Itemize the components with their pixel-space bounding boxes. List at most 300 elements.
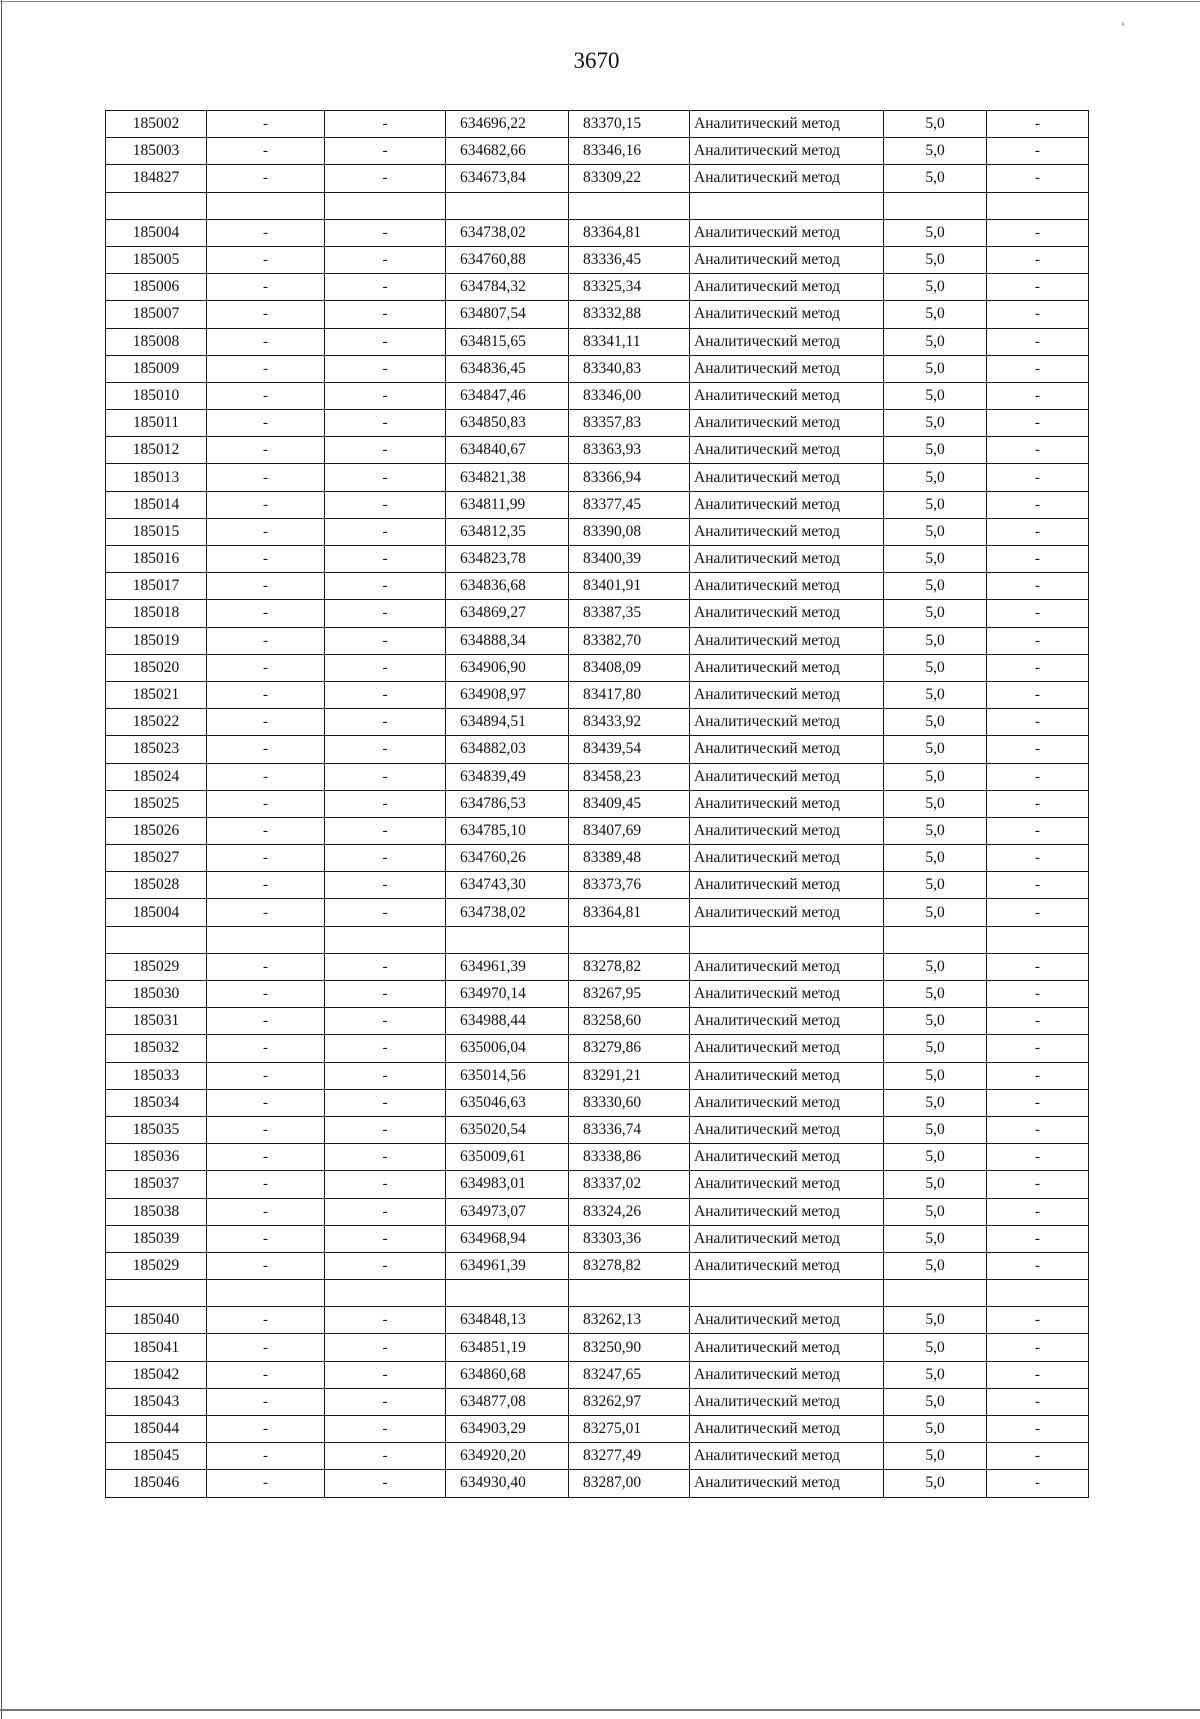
x-coordinate-cell: 634961,39	[446, 1252, 569, 1279]
point-number-cell: 185037	[106, 1171, 207, 1198]
empty-value-cell: -	[987, 736, 1089, 763]
blank-cell	[106, 192, 207, 219]
accuracy-cell: 5,0	[884, 219, 987, 246]
empty-value-cell: -	[207, 736, 325, 763]
x-coordinate-cell: 634821,38	[446, 464, 569, 491]
empty-value-cell: -	[325, 355, 446, 382]
table-row	[106, 709, 1089, 736]
blank-cell	[884, 926, 987, 953]
point-number-cell: 185026	[106, 817, 207, 844]
corner-mark: ᵏ	[1122, 20, 1125, 30]
empty-value-cell: -	[987, 518, 1089, 545]
empty-value-cell: -	[987, 1008, 1089, 1035]
blank-cell	[325, 926, 446, 953]
empty-value-cell: -	[325, 1388, 446, 1415]
point-number-cell: 185027	[106, 845, 207, 872]
accuracy-cell: 5,0	[884, 790, 987, 817]
accuracy-cell: 5,0	[884, 709, 987, 736]
y-coordinate-cell: 83366,94	[569, 464, 690, 491]
method-cell: Аналитический метод	[690, 1443, 884, 1470]
y-coordinate-cell: 83341,11	[569, 328, 690, 355]
blank-cell	[106, 926, 207, 953]
y-coordinate-cell: 83303,36	[569, 1225, 690, 1252]
empty-value-cell: -	[207, 1443, 325, 1470]
y-coordinate-cell: 83370,15	[569, 111, 690, 138]
empty-value-cell: -	[987, 1388, 1089, 1415]
blank-cell	[106, 1280, 207, 1307]
table-row	[106, 1334, 1089, 1361]
method-cell: Аналитический метод	[690, 1225, 884, 1252]
x-coordinate-cell: 634988,44	[446, 1008, 569, 1035]
empty-value-cell: -	[325, 1252, 446, 1279]
accuracy-cell: 5,0	[884, 899, 987, 926]
x-coordinate-cell: 634888,34	[446, 627, 569, 654]
y-coordinate-cell: 83408,09	[569, 654, 690, 681]
empty-value-cell: -	[325, 1443, 446, 1470]
x-coordinate-cell: 634811,99	[446, 491, 569, 518]
table-row	[106, 1443, 1089, 1470]
empty-value-cell: -	[987, 681, 1089, 708]
table-row	[106, 817, 1089, 844]
empty-value-cell: -	[207, 1361, 325, 1388]
empty-value-cell: -	[325, 518, 446, 545]
x-coordinate-cell: 634807,54	[446, 301, 569, 328]
empty-value-cell: -	[987, 872, 1089, 899]
empty-value-cell: -	[207, 246, 325, 273]
empty-value-cell: -	[325, 790, 446, 817]
x-coordinate-cell: 634970,14	[446, 981, 569, 1008]
empty-value-cell: -	[207, 138, 325, 165]
accuracy-cell: 5,0	[884, 328, 987, 355]
empty-value-cell: -	[207, 1252, 325, 1279]
point-number-cell: 185020	[106, 654, 207, 681]
empty-value-cell: -	[325, 763, 446, 790]
method-cell: Аналитический метод	[690, 981, 884, 1008]
y-coordinate-cell: 83458,23	[569, 763, 690, 790]
empty-value-cell: -	[207, 627, 325, 654]
blank-cell	[446, 192, 569, 219]
point-number-cell: 185004	[106, 219, 207, 246]
empty-value-cell: -	[987, 1470, 1089, 1497]
point-number-cell: 185033	[106, 1062, 207, 1089]
accuracy-cell: 5,0	[884, 627, 987, 654]
empty-value-cell: -	[207, 953, 325, 980]
empty-value-cell: -	[987, 1416, 1089, 1443]
method-cell: Аналитический метод	[690, 1470, 884, 1497]
table-row	[106, 1171, 1089, 1198]
empty-value-cell: -	[987, 573, 1089, 600]
x-coordinate-cell: 634877,08	[446, 1388, 569, 1415]
empty-value-cell: -	[987, 246, 1089, 273]
y-coordinate-cell: 83337,02	[569, 1171, 690, 1198]
x-coordinate-cell: 634920,20	[446, 1443, 569, 1470]
empty-value-cell: -	[207, 1225, 325, 1252]
y-coordinate-cell: 83275,01	[569, 1416, 690, 1443]
empty-value-cell: -	[207, 274, 325, 301]
table-row	[106, 681, 1089, 708]
empty-value-cell: -	[207, 790, 325, 817]
method-cell: Аналитический метод	[690, 845, 884, 872]
empty-value-cell: -	[207, 763, 325, 790]
empty-value-cell: -	[207, 845, 325, 872]
empty-value-cell: -	[987, 437, 1089, 464]
x-coordinate-cell: 634908,97	[446, 681, 569, 708]
empty-value-cell: -	[325, 1089, 446, 1116]
x-coordinate-cell: 634983,01	[446, 1171, 569, 1198]
empty-value-cell: -	[987, 382, 1089, 409]
point-number-cell: 185029	[106, 1252, 207, 1279]
page-number: 3670	[573, 48, 620, 73]
method-cell: Аналитический метод	[690, 681, 884, 708]
point-number-cell: 185042	[106, 1361, 207, 1388]
y-coordinate-cell: 83340,83	[569, 355, 690, 382]
method-cell: Аналитический метод	[690, 763, 884, 790]
point-number-cell: 185006	[106, 274, 207, 301]
empty-value-cell: -	[987, 1225, 1089, 1252]
empty-value-cell: -	[325, 627, 446, 654]
y-coordinate-cell: 83332,88	[569, 301, 690, 328]
y-coordinate-cell: 83338,86	[569, 1144, 690, 1171]
point-number-cell: 185025	[106, 790, 207, 817]
accuracy-cell: 5,0	[884, 382, 987, 409]
point-number-cell: 185009	[106, 355, 207, 382]
accuracy-cell: 5,0	[884, 1470, 987, 1497]
accuracy-cell: 5,0	[884, 1062, 987, 1089]
table-row	[106, 736, 1089, 763]
x-coordinate-cell: 634894,51	[446, 709, 569, 736]
method-cell: Аналитический метод	[690, 872, 884, 899]
empty-value-cell: -	[325, 1307, 446, 1334]
method-cell: Аналитический метод	[690, 301, 884, 328]
empty-value-cell: -	[207, 1416, 325, 1443]
table-row	[106, 165, 1089, 192]
table-row	[106, 355, 1089, 382]
table-row	[106, 1008, 1089, 1035]
method-cell: Аналитический метод	[690, 518, 884, 545]
accuracy-cell: 5,0	[884, 817, 987, 844]
point-number-cell: 185044	[106, 1416, 207, 1443]
method-cell: Аналитический метод	[690, 1307, 884, 1334]
empty-value-cell: -	[325, 654, 446, 681]
y-coordinate-cell: 83364,81	[569, 899, 690, 926]
empty-value-cell: -	[325, 274, 446, 301]
point-number-cell: 185034	[106, 1089, 207, 1116]
point-number-cell: 185022	[106, 709, 207, 736]
x-coordinate-cell: 634815,65	[446, 328, 569, 355]
y-coordinate-cell: 83400,39	[569, 546, 690, 573]
method-cell: Аналитический метод	[690, 899, 884, 926]
point-number-cell: 185005	[106, 246, 207, 273]
point-number-cell: 185012	[106, 437, 207, 464]
table-row	[106, 410, 1089, 437]
empty-value-cell: -	[207, 410, 325, 437]
empty-value-cell: -	[325, 437, 446, 464]
accuracy-cell: 5,0	[884, 1171, 987, 1198]
x-coordinate-cell: 634836,45	[446, 355, 569, 382]
empty-value-cell: -	[325, 709, 446, 736]
empty-value-cell: -	[325, 681, 446, 708]
empty-value-cell: -	[325, 899, 446, 926]
table-row	[106, 246, 1089, 273]
point-number-cell: 185015	[106, 518, 207, 545]
empty-value-cell: -	[987, 1035, 1089, 1062]
table-row	[106, 328, 1089, 355]
empty-value-cell: -	[325, 1035, 446, 1062]
x-coordinate-cell: 634812,35	[446, 518, 569, 545]
point-number-cell: 185004	[106, 899, 207, 926]
accuracy-cell: 5,0	[884, 1089, 987, 1116]
empty-value-cell: -	[207, 1008, 325, 1035]
empty-value-cell: -	[325, 1062, 446, 1089]
method-cell: Аналитический метод	[690, 1334, 884, 1361]
x-coordinate-cell: 634673,84	[446, 165, 569, 192]
x-coordinate-cell: 634760,26	[446, 845, 569, 872]
method-cell: Аналитический метод	[690, 246, 884, 273]
table-row	[106, 1035, 1089, 1062]
empty-value-cell: -	[987, 817, 1089, 844]
empty-value-cell: -	[207, 981, 325, 1008]
point-number-cell: 185028	[106, 872, 207, 899]
point-number-cell: 185030	[106, 981, 207, 1008]
x-coordinate-cell: 634848,13	[446, 1307, 569, 1334]
empty-value-cell: -	[207, 573, 325, 600]
empty-value-cell: -	[207, 1388, 325, 1415]
empty-value-cell: -	[207, 355, 325, 382]
y-coordinate-cell: 83267,95	[569, 981, 690, 1008]
empty-value-cell: -	[325, 953, 446, 980]
method-cell: Аналитический метод	[690, 627, 884, 654]
blank-cell	[987, 192, 1089, 219]
method-cell: Аналитический метод	[690, 1062, 884, 1089]
x-coordinate-cell: 635009,61	[446, 1144, 569, 1171]
table-row	[106, 1144, 1089, 1171]
y-coordinate-cell: 83336,74	[569, 1116, 690, 1143]
table-row	[106, 600, 1089, 627]
table-row	[106, 1062, 1089, 1089]
point-number-cell: 185002	[106, 111, 207, 138]
accuracy-cell: 5,0	[884, 1225, 987, 1252]
point-number-cell: 185003	[106, 138, 207, 165]
accuracy-cell: 5,0	[884, 464, 987, 491]
accuracy-cell: 5,0	[884, 736, 987, 763]
accuracy-cell: 5,0	[884, 654, 987, 681]
empty-value-cell: -	[207, 382, 325, 409]
x-coordinate-cell: 635014,56	[446, 1062, 569, 1089]
y-coordinate-cell: 83357,83	[569, 410, 690, 437]
accuracy-cell: 5,0	[884, 1144, 987, 1171]
empty-value-cell: -	[325, 1171, 446, 1198]
x-coordinate-cell: 634968,94	[446, 1225, 569, 1252]
empty-value-cell: -	[207, 518, 325, 545]
accuracy-cell: 5,0	[884, 491, 987, 518]
empty-value-cell: -	[207, 437, 325, 464]
point-number-cell: 185021	[106, 681, 207, 708]
x-coordinate-cell: 634882,03	[446, 736, 569, 763]
empty-value-cell: -	[207, 1116, 325, 1143]
coordinates-table	[105, 110, 1089, 1498]
empty-value-cell: -	[987, 546, 1089, 573]
blank-cell	[884, 192, 987, 219]
accuracy-cell: 5,0	[884, 138, 987, 165]
x-coordinate-cell: 634696,22	[446, 111, 569, 138]
blank-cell	[690, 192, 884, 219]
y-coordinate-cell: 83382,70	[569, 627, 690, 654]
method-cell: Аналитический метод	[690, 546, 884, 573]
table-row	[106, 1307, 1089, 1334]
empty-value-cell: -	[987, 1307, 1089, 1334]
blank-cell	[446, 1280, 569, 1307]
blank-cell	[884, 1280, 987, 1307]
point-number-cell: 185016	[106, 546, 207, 573]
accuracy-cell: 5,0	[884, 681, 987, 708]
y-coordinate-cell: 83324,26	[569, 1198, 690, 1225]
empty-value-cell: -	[987, 1198, 1089, 1225]
empty-value-cell: -	[325, 1008, 446, 1035]
empty-value-cell: -	[325, 111, 446, 138]
empty-value-cell: -	[325, 491, 446, 518]
point-number-cell: 185008	[106, 328, 207, 355]
empty-value-cell: -	[325, 1470, 446, 1497]
y-coordinate-cell: 83373,76	[569, 872, 690, 899]
method-cell: Аналитический метод	[690, 1252, 884, 1279]
empty-value-cell: -	[987, 763, 1089, 790]
point-number-cell: 185035	[106, 1116, 207, 1143]
method-cell: Аналитический метод	[690, 1089, 884, 1116]
x-coordinate-cell: 634973,07	[446, 1198, 569, 1225]
blank-cell	[207, 1280, 325, 1307]
y-coordinate-cell: 83364,81	[569, 219, 690, 246]
y-coordinate-cell: 83279,86	[569, 1035, 690, 1062]
empty-value-cell: -	[987, 491, 1089, 518]
empty-value-cell: -	[987, 165, 1089, 192]
x-coordinate-cell: 634906,90	[446, 654, 569, 681]
x-coordinate-cell: 635046,63	[446, 1089, 569, 1116]
method-cell: Аналитический метод	[690, 709, 884, 736]
y-coordinate-cell: 83291,21	[569, 1062, 690, 1089]
x-coordinate-cell: 634847,46	[446, 382, 569, 409]
x-coordinate-cell: 634860,68	[446, 1361, 569, 1388]
x-coordinate-cell: 634786,53	[446, 790, 569, 817]
empty-value-cell: -	[325, 1416, 446, 1443]
empty-value-cell: -	[987, 981, 1089, 1008]
accuracy-cell: 5,0	[884, 437, 987, 464]
accuracy-cell: 5,0	[884, 1361, 987, 1388]
empty-value-cell: -	[207, 1035, 325, 1062]
point-number-cell: 185024	[106, 763, 207, 790]
y-coordinate-cell: 83258,60	[569, 1008, 690, 1035]
table-row	[106, 627, 1089, 654]
x-coordinate-cell: 634738,02	[446, 219, 569, 246]
method-cell: Аналитический метод	[690, 1361, 884, 1388]
table-separator-row	[106, 926, 1089, 953]
point-number-cell: 185007	[106, 301, 207, 328]
empty-value-cell: -	[987, 464, 1089, 491]
table-row	[106, 1388, 1089, 1415]
point-number-cell: 185038	[106, 1198, 207, 1225]
method-cell: Аналитический метод	[690, 165, 884, 192]
empty-value-cell: -	[987, 274, 1089, 301]
empty-value-cell: -	[207, 1062, 325, 1089]
point-number-cell: 185045	[106, 1443, 207, 1470]
x-coordinate-cell: 634682,66	[446, 138, 569, 165]
table-row	[106, 872, 1089, 899]
method-cell: Аналитический метод	[690, 1198, 884, 1225]
method-cell: Аналитический метод	[690, 1035, 884, 1062]
table-row	[106, 845, 1089, 872]
empty-value-cell: -	[207, 165, 325, 192]
table-row	[106, 1252, 1089, 1279]
table-row	[106, 763, 1089, 790]
y-coordinate-cell: 83250,90	[569, 1334, 690, 1361]
x-coordinate-cell: 635020,54	[446, 1116, 569, 1143]
empty-value-cell: -	[325, 382, 446, 409]
x-coordinate-cell: 634840,67	[446, 437, 569, 464]
y-coordinate-cell: 83309,22	[569, 165, 690, 192]
method-cell: Аналитический метод	[690, 382, 884, 409]
y-coordinate-cell: 83336,45	[569, 246, 690, 273]
table-row	[106, 382, 1089, 409]
method-cell: Аналитический метод	[690, 1116, 884, 1143]
empty-value-cell: -	[987, 1361, 1089, 1388]
empty-value-cell: -	[325, 1144, 446, 1171]
y-coordinate-cell: 83389,48	[569, 845, 690, 872]
x-coordinate-cell: 634738,02	[446, 899, 569, 926]
method-cell: Аналитический метод	[690, 410, 884, 437]
x-coordinate-cell: 634760,88	[446, 246, 569, 273]
y-coordinate-cell: 83377,45	[569, 491, 690, 518]
blank-cell	[569, 1280, 690, 1307]
method-cell: Аналитический метод	[690, 817, 884, 844]
table-row	[106, 491, 1089, 518]
table-row	[106, 573, 1089, 600]
accuracy-cell: 5,0	[884, 1443, 987, 1470]
method-cell: Аналитический метод	[690, 219, 884, 246]
empty-value-cell: -	[987, 1443, 1089, 1470]
empty-value-cell: -	[207, 1307, 325, 1334]
blank-cell	[987, 1280, 1089, 1307]
table-row	[106, 464, 1089, 491]
accuracy-cell: 5,0	[884, 845, 987, 872]
point-number-cell: 185019	[106, 627, 207, 654]
empty-value-cell: -	[207, 654, 325, 681]
accuracy-cell: 5,0	[884, 246, 987, 273]
accuracy-cell: 5,0	[884, 981, 987, 1008]
x-coordinate-cell: 634785,10	[446, 817, 569, 844]
x-coordinate-cell: 634784,32	[446, 274, 569, 301]
empty-value-cell: -	[325, 246, 446, 273]
empty-value-cell: -	[207, 817, 325, 844]
y-coordinate-cell: 83277,49	[569, 1443, 690, 1470]
y-coordinate-cell: 83390,08	[569, 518, 690, 545]
blank-cell	[987, 926, 1089, 953]
table-row	[106, 899, 1089, 926]
empty-value-cell: -	[987, 301, 1089, 328]
accuracy-cell: 5,0	[884, 1198, 987, 1225]
empty-value-cell: -	[987, 1171, 1089, 1198]
table-row	[106, 518, 1089, 545]
empty-value-cell: -	[207, 872, 325, 899]
x-coordinate-cell: 634823,78	[446, 546, 569, 573]
empty-value-cell: -	[207, 111, 325, 138]
method-cell: Аналитический метод	[690, 1416, 884, 1443]
empty-value-cell: -	[207, 546, 325, 573]
point-number-cell: 185023	[106, 736, 207, 763]
empty-value-cell: -	[987, 654, 1089, 681]
y-coordinate-cell: 83325,34	[569, 274, 690, 301]
blank-cell	[446, 926, 569, 953]
empty-value-cell: -	[987, 1144, 1089, 1171]
accuracy-cell: 5,0	[884, 1334, 987, 1361]
